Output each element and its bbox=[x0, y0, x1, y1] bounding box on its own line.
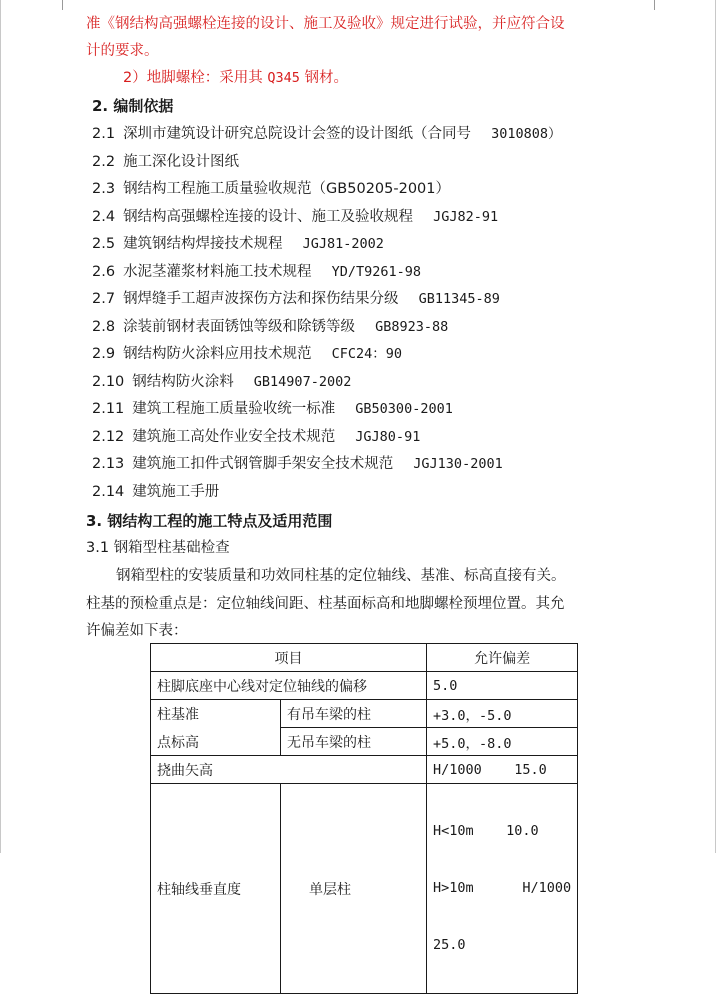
list-item bbox=[92, 234, 384, 254]
section-3-title: 3. 钢结构工程的施工特点及适用范围 bbox=[86, 512, 333, 530]
list-item-number: 2.1 bbox=[92, 126, 116, 142]
list-item-number: 2.2 bbox=[92, 153, 116, 170]
list-item-code: YD/T9261-98 bbox=[331, 263, 421, 280]
list-item-text: 钢结构防火涂料 bbox=[132, 373, 234, 390]
table-cell-subitem: 单层柱 bbox=[281, 784, 427, 994]
list-item-code: 3010808） bbox=[491, 126, 562, 142]
tolerance-line-1: H<10m 10.0 bbox=[433, 823, 539, 839]
list-item-code: JGJ82-91 bbox=[433, 208, 499, 225]
table-cell-item-line-1: 柱基准 bbox=[157, 706, 199, 723]
table-row bbox=[151, 700, 578, 728]
list-item bbox=[92, 344, 402, 364]
tolerance-line-3: 25.0 bbox=[433, 937, 466, 953]
list-item bbox=[92, 179, 450, 199]
table-cell-tolerance bbox=[427, 784, 578, 994]
list-item bbox=[92, 317, 448, 337]
list-item bbox=[92, 289, 500, 309]
list-item-text: 深圳市建筑设计研究总院设计会签的设计图纸（合同号 bbox=[123, 126, 472, 142]
table-cell-tolerance: +3.0，-5.0 bbox=[427, 700, 578, 728]
table-cell-item: 柱轴线垂直度 bbox=[151, 784, 281, 994]
list-item-number: 2.13 bbox=[92, 456, 125, 472]
list-item bbox=[92, 372, 351, 392]
list-item-number: 2.14 bbox=[92, 483, 125, 500]
margin-mark-right bbox=[654, 0, 655, 10]
list-item-text: 钢结构工程施工质量验收规范（GB50205-2001） bbox=[123, 181, 451, 197]
tolerance-line-2: H>10m H/1000 bbox=[433, 880, 572, 896]
intro-line-2: 计的要求。 bbox=[86, 43, 159, 59]
list-item-code: GB11345-89 bbox=[418, 291, 500, 307]
intro-item-2-suffix: 钢材。 bbox=[304, 70, 348, 86]
list-item-text: 建筑钢结构焊接技术规程 bbox=[123, 236, 283, 252]
list-item-number: 2.12 bbox=[92, 428, 125, 445]
list-item-text: 钢焊缝手工超声波探伤方法和探伤结果分级 bbox=[123, 291, 399, 307]
table-header-row bbox=[151, 644, 578, 672]
table-cell-item-line-2: 点标高 bbox=[157, 734, 199, 751]
table-cell-tolerance: 5.0 bbox=[427, 672, 578, 700]
list-item bbox=[92, 399, 453, 419]
list-item-text: 建筑工程施工质量验收统一标准 bbox=[132, 401, 336, 417]
intro-item-2 bbox=[123, 68, 348, 88]
list-item-text: 建筑施工手册 bbox=[132, 483, 220, 500]
list-item bbox=[92, 482, 219, 502]
list-item-text: 建筑施工扣件式钢管脚手架安全技术规范 bbox=[132, 456, 394, 472]
list-item-code: GB8923-88 bbox=[375, 318, 449, 335]
list-item bbox=[92, 152, 239, 172]
list-item-number: 2.9 bbox=[92, 346, 116, 362]
list-item bbox=[92, 427, 420, 447]
list-item-number: 2.8 bbox=[92, 318, 116, 335]
list-item bbox=[92, 207, 498, 227]
list-item-number: 2.4 bbox=[92, 208, 116, 225]
list-item-text: 施工深化设计图纸 bbox=[123, 153, 240, 170]
table-row bbox=[151, 756, 578, 784]
list-item bbox=[92, 262, 421, 282]
list-item-code: JGJ81-2002 bbox=[302, 236, 384, 252]
list-item-text: 水泥茎灌浆材料施工技术规程 bbox=[123, 263, 312, 280]
table-cell-tolerance: +5.0，-8.0 bbox=[427, 728, 578, 756]
intro-item-2-code: Q345 bbox=[267, 70, 300, 86]
table-cell-subitem: 有吊车梁的柱 bbox=[281, 700, 427, 728]
list-item-number: 2.11 bbox=[92, 401, 125, 417]
table-cell-tolerance: H/1000 15.0 bbox=[427, 756, 578, 784]
table-cell-subitem: 无吊车梁的柱 bbox=[281, 728, 427, 756]
intro-item-2-label: 2）地脚螺栓：采用其 bbox=[123, 70, 263, 86]
list-item-text: 钢结构高强螺栓连接的设计、施工及验收规程 bbox=[123, 208, 414, 225]
list-item-text: 建筑施工高处作业安全技术规范 bbox=[132, 428, 336, 445]
intro-line-1: 准《钢结构高强螺栓连接的设计、施工及验收》规定进行试验，并应符合设 bbox=[86, 16, 565, 32]
list-item-number: 2.5 bbox=[92, 236, 116, 252]
list-item bbox=[92, 124, 561, 144]
section-3-1-para-line-1: 钢箱型柱的安装质量和功效同柱基的定位轴线、基准、标高直接有关。 bbox=[116, 568, 566, 584]
list-item-text: 钢结构防火涂料应用技术规范 bbox=[123, 346, 312, 362]
table-header-tolerance: 允许偏差 bbox=[427, 644, 578, 672]
list-item-code: JGJ80-91 bbox=[355, 428, 421, 445]
table-cell-item: 柱脚底座中心线对定位轴线的偏移 bbox=[151, 672, 427, 700]
list-item bbox=[92, 454, 503, 474]
list-item-number: 2.3 bbox=[92, 181, 116, 197]
list-item-number: 2.7 bbox=[92, 291, 116, 307]
margin-mark-left bbox=[62, 0, 63, 10]
list-item-code: CFC24：90 bbox=[331, 346, 402, 362]
section-3-1-para-line-2: 柱基的预检重点是：定位轴线间距、柱基面标高和地脚螺栓预埋位置。其允 bbox=[86, 596, 565, 612]
table-cell-item: 挠曲矢高 bbox=[151, 756, 427, 784]
list-item-code: GB14907-2002 bbox=[253, 373, 352, 390]
list-item-text: 涂装前钢材表面锈蚀等级和除锈等级 bbox=[123, 318, 356, 335]
table-row bbox=[151, 672, 578, 700]
table-cell-item bbox=[151, 700, 281, 756]
list-item-number: 2.10 bbox=[92, 373, 125, 390]
table-row bbox=[151, 784, 578, 994]
section-2-title: 2. 编制依据 bbox=[92, 97, 174, 115]
section-3-1-title: 3.1 钢箱型柱基础检查 bbox=[86, 540, 230, 556]
section-3-1-para-line-3: 许偏差如下表： bbox=[86, 623, 188, 639]
list-item-code: JGJ130-2001 bbox=[413, 456, 503, 472]
table-header-item: 项目 bbox=[151, 644, 427, 672]
list-item-number: 2.6 bbox=[92, 263, 116, 280]
tolerance-table bbox=[150, 643, 578, 994]
list-item-code: GB50300-2001 bbox=[355, 401, 453, 417]
